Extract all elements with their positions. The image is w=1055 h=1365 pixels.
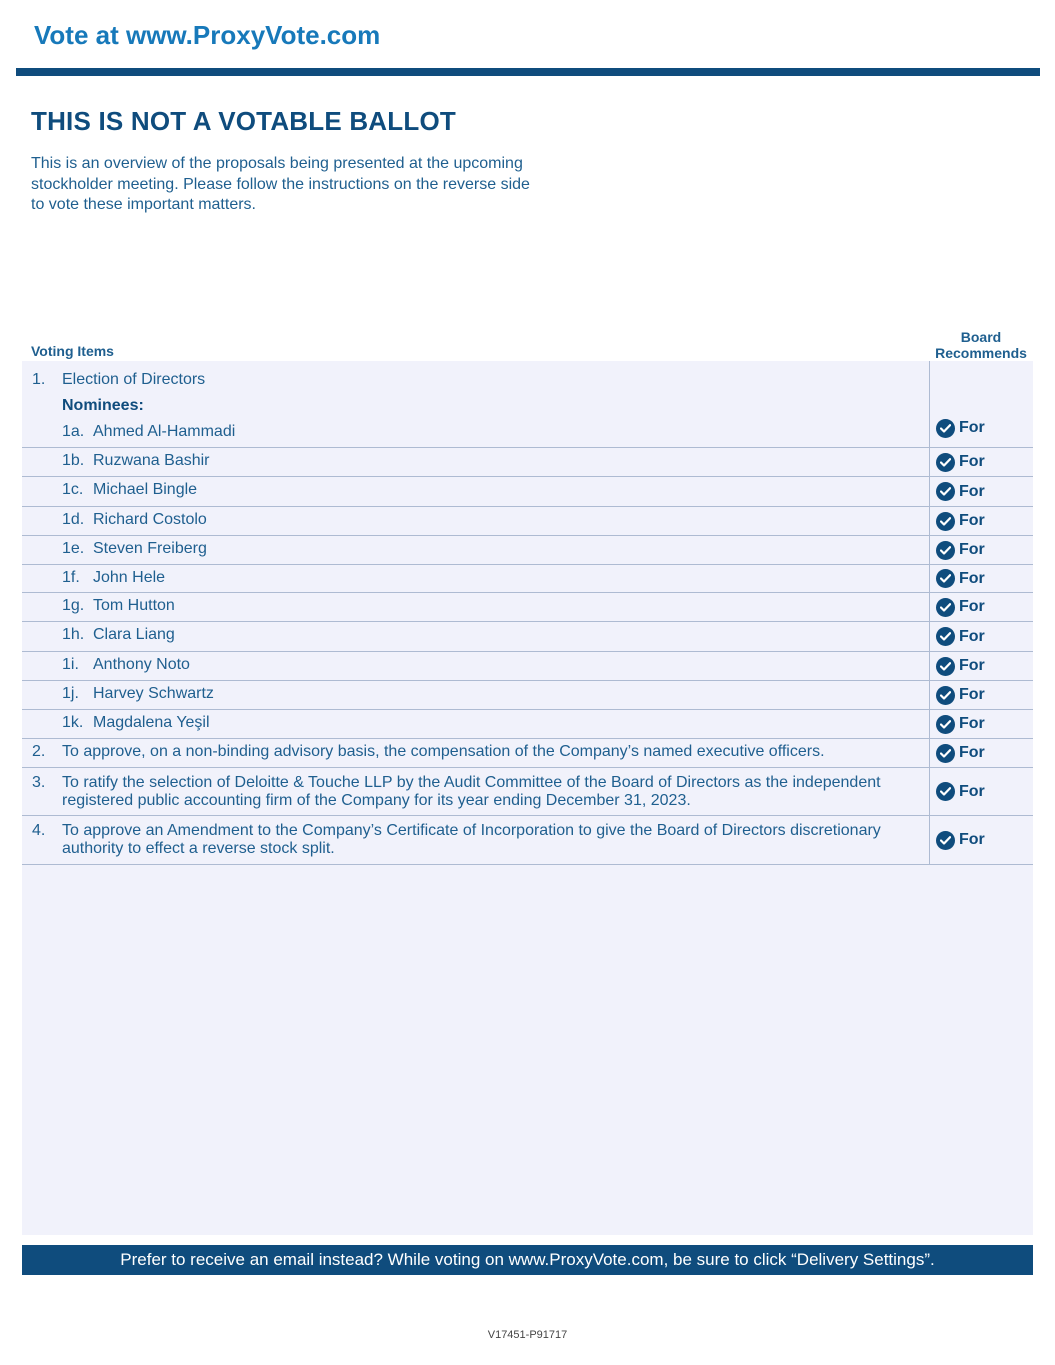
recommendation-label: For xyxy=(959,569,985,587)
recommendation xyxy=(936,652,985,680)
nominee-code: 1g. xyxy=(62,597,85,614)
recommendation xyxy=(936,816,985,864)
check-circle-icon xyxy=(936,598,955,617)
recommendation xyxy=(936,536,985,564)
nominee-row xyxy=(22,448,1033,477)
recommendation xyxy=(936,448,985,476)
nominees-label: Nominees: xyxy=(62,397,144,414)
proposal-number: 3. xyxy=(32,774,46,791)
recommendation xyxy=(936,768,985,815)
recommendation-label: For xyxy=(959,744,985,761)
page-title: THIS IS NOT A VOTABLE BALLOT xyxy=(31,106,456,136)
nominee-row xyxy=(22,565,1033,593)
check-circle-icon xyxy=(936,541,955,560)
nominee-name: Richard Costolo xyxy=(93,511,207,528)
nominee-name: Clara Liang xyxy=(93,626,175,643)
nominee-name: Steven Freiberg xyxy=(93,540,207,557)
recommendation-label: For xyxy=(959,598,985,615)
check-circle-icon xyxy=(936,715,955,734)
recommendation-label: For xyxy=(959,541,985,558)
proposal-number: 2. xyxy=(32,743,46,760)
proposal-text: To approve an Amendment to the Company’s Certificate of Incorporation to give the Board of Directors discretionary authority to effect a reverse stock split. xyxy=(62,822,881,857)
check-circle-icon xyxy=(936,782,955,801)
check-circle-icon xyxy=(936,419,955,438)
recommendation-label: For xyxy=(959,686,985,703)
recommendation xyxy=(936,565,985,592)
check-circle-icon xyxy=(936,569,955,588)
nominee-name: Magdalena Yeşil xyxy=(93,714,210,731)
recommendation-label: For xyxy=(959,482,985,500)
recommendation-label: For xyxy=(959,627,985,645)
recommendation-label: For xyxy=(959,657,985,674)
check-circle-icon xyxy=(936,627,955,646)
nominee-code: 1b. xyxy=(62,452,85,469)
voting-items-panel xyxy=(22,361,1033,1235)
check-circle-icon xyxy=(936,744,955,763)
check-circle-icon xyxy=(936,686,955,705)
proxyvote-header-link[interactable]: Vote at www.ProxyVote.com xyxy=(34,20,381,50)
nominee-row xyxy=(22,652,1033,681)
recommendation xyxy=(936,710,985,738)
document-code: V17451-P91717 xyxy=(487,1329,568,1341)
nominee-code: 1f. xyxy=(62,569,80,586)
nominee-row xyxy=(22,681,1033,710)
recommendation-label: For xyxy=(959,715,985,732)
recommendation xyxy=(936,681,985,709)
recommendation-label: For xyxy=(959,831,985,848)
nominee-row xyxy=(22,477,1033,507)
proposal-text: To ratify the selection of Deloitte & Touche LLP by the Audit Committee of the Board of Directors as the independent registered public accounting firm of the Company for its year ending December 31, 2023. xyxy=(62,774,881,809)
nominee-code: 1k. xyxy=(62,714,84,731)
nominee-name: Tom Hutton xyxy=(93,597,175,614)
recommendation xyxy=(936,417,985,439)
recommendation xyxy=(936,477,985,506)
nominee-row xyxy=(22,622,1033,652)
nominee-code: 1j. xyxy=(62,685,79,702)
nominee-name: John Hele xyxy=(93,569,166,586)
nominee-code: 1h. xyxy=(62,626,85,643)
proposal-row xyxy=(22,739,1033,768)
nominee-name: Anthony Noto xyxy=(93,656,190,673)
delivery-settings-banner: Prefer to receive an email instead? While voting on www.ProxyVote.com, be sure to click “Delivery Settings”. xyxy=(22,1245,1033,1275)
recommendation-label: For xyxy=(959,419,985,436)
nominee-code: 1i. xyxy=(62,656,79,673)
check-circle-icon xyxy=(936,512,955,531)
recommendation xyxy=(936,622,985,651)
proposal-number: 4. xyxy=(32,822,46,839)
recommendation xyxy=(936,507,985,535)
nominee-name: Michael Bingle xyxy=(93,481,198,498)
proposal-row xyxy=(22,768,1033,816)
proposal-text: To approve, on a non-binding advisory basis, the compensation of the Company’s named executive officers. xyxy=(62,743,825,760)
board-recommends-header: Board Recommends xyxy=(935,329,1027,361)
nominee-code: 1a. xyxy=(62,423,85,440)
check-circle-icon xyxy=(936,657,955,676)
nominee-code: 1c. xyxy=(62,481,84,498)
check-circle-icon xyxy=(936,831,955,850)
recommendation xyxy=(936,739,985,767)
nominee-row xyxy=(22,710,1033,739)
nominee-name: Harvey Schwartz xyxy=(93,685,214,702)
nominee-code: 1d. xyxy=(62,511,85,528)
recommendation xyxy=(936,593,985,621)
proposal-title: Election of Directors xyxy=(62,371,206,388)
nominee-code: 1e. xyxy=(62,540,85,557)
recommendation-label: For xyxy=(959,453,985,470)
check-circle-icon xyxy=(936,453,955,472)
voting-items-table xyxy=(22,361,1033,865)
nominee-name: Ahmed Al-Hammadi xyxy=(93,423,236,440)
header-divider xyxy=(16,68,1040,76)
nominee-row xyxy=(22,507,1033,536)
voting-items-header: Voting Items xyxy=(31,343,114,359)
proposal-row xyxy=(22,816,1033,865)
check-circle-icon xyxy=(936,482,955,501)
intro-paragraph: This is an overview of the proposals being presented at the upcoming stockholder meeting. Please follow the instructions on the reverse side to vote these important matters. xyxy=(31,155,530,213)
recommendation-label: For xyxy=(959,512,985,529)
nominee-row xyxy=(22,593,1033,622)
nominee-name: Ruzwana Bashir xyxy=(93,452,210,469)
proposal-row xyxy=(22,361,1033,448)
recommendation-label: For xyxy=(959,782,985,800)
nominee-row xyxy=(22,536,1033,565)
proposal-number: 1. xyxy=(32,371,46,388)
